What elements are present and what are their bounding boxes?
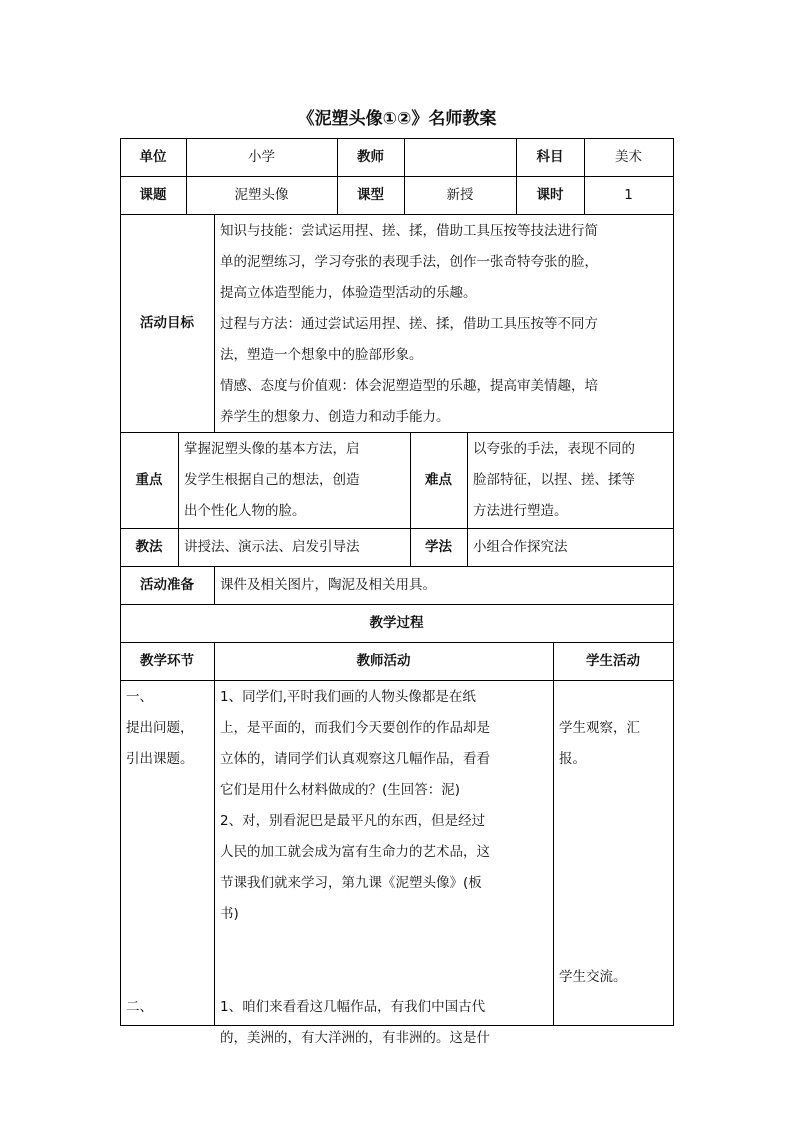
stage-line: 提出问题， <box>126 720 194 736</box>
type-label: 课型 <box>357 186 384 203</box>
goals-line: 养学生的想象力、创造力和动手能力。 <box>220 409 450 425</box>
key-point-line: 出个性化人物的脸。 <box>184 503 306 519</box>
prep-value: 课件及相关图片，陶泥及相关用具。 <box>220 577 436 593</box>
teaching-method-value: 讲授法、演示法、启发引导法 <box>184 539 360 555</box>
goals-line: 情感、态度与价值观：体会泥塑造型的乐趣，提高审美情趣，培 <box>220 378 598 394</box>
teacher-line: 立体的，请同学们认真观察这几幅作品，看看 <box>220 751 490 767</box>
teaching-method-label: 教法 <box>135 538 163 555</box>
teacher-label: 教师 <box>357 148 384 165</box>
stage-line: 一、 <box>126 689 153 705</box>
key-point-line: 掌握泥塑头像的基本方法，启 <box>184 441 360 457</box>
subject-label: 科目 <box>536 148 564 165</box>
col-header-teacher: 教师活动 <box>356 652 411 669</box>
teacher-activity <box>214 680 553 1054</box>
key-point-label: 重点 <box>135 471 163 488</box>
difficulty-text <box>467 432 673 528</box>
stage-line: 二、 <box>126 999 153 1015</box>
hours-value: 1 <box>624 186 633 203</box>
teacher-line: 上，是平面的，而我们今天要创作的作品却是 <box>220 720 490 736</box>
teacher-line: 人民的加工就会成为富有生命力的艺术品，这 <box>220 844 490 860</box>
goals-line: 提高立体造型能力，体验造型活动的乐趣。 <box>220 285 477 301</box>
goals-line: 单的泥塑练习，学习夸张的表现手法，创作一张奇特夸张的脸， <box>220 254 598 270</box>
col-header-student: 学生活动 <box>586 652 640 669</box>
process-title: 教学过程 <box>369 614 424 631</box>
type-value: 新授 <box>446 186 474 203</box>
teacher-line: 节课我们就来学习，第九课《泥塑头像》(板 <box>220 875 482 891</box>
hours-label: 课时 <box>536 186 564 203</box>
teacher-line <box>220 961 547 992</box>
goals-line: 过程与方法：通过尝试运用捏、搓、揉，借助工具压按等不同方 <box>220 316 598 332</box>
col-header-stage: 教学环节 <box>140 652 194 669</box>
unit-label: 单位 <box>139 148 167 165</box>
topic-value: 泥塑头像 <box>234 186 289 203</box>
teacher-line: 1、同学们,平时我们画的人物头像都是在纸 <box>220 689 476 705</box>
teacher-line: 2、对，别看泥巴是最平凡的东西，但是经过 <box>220 813 486 829</box>
document-title: 《泥塑头像①②》名师教案 <box>297 109 497 129</box>
student-activity-2 <box>553 962 673 993</box>
goals-line: 法，塑造一个想象中的脸部形象。 <box>220 347 423 363</box>
difficulty-label: 难点 <box>425 471 452 488</box>
teacher-line: 书) <box>220 906 239 922</box>
subject-value: 美术 <box>615 148 642 165</box>
key-point-line: 发学生根据自己的想法，创造 <box>184 472 360 488</box>
difficulty-line: 方法进行塑造。 <box>473 503 568 519</box>
unit-value: 小学 <box>248 148 275 165</box>
prep-label: 活动准备 <box>140 576 194 593</box>
teacher-line: 1、咱们来看看这几幅作品，有我们中国古代 <box>220 999 486 1015</box>
teacher-line: 的，美洲的，有大洋洲的，有非洲的。这是什 <box>220 1030 490 1046</box>
stage-1 <box>120 680 214 775</box>
key-point-text <box>178 432 410 528</box>
goals-label: 活动目标 <box>140 314 194 331</box>
teacher-value <box>404 138 516 176</box>
difficulty-line: 脸部特征，以捏、搓、揉等 <box>473 472 635 488</box>
topic-label: 课题 <box>139 186 167 203</box>
teacher-line: 它们是用什么材料做成的？(生回答：泥) <box>220 782 461 798</box>
difficulty-line: 以夸张的手法，表现不同的 <box>473 441 635 457</box>
goals-text <box>214 214 673 432</box>
teacher-line <box>220 930 547 961</box>
student-line: 报。 <box>559 751 586 767</box>
goals-line: 知识与技能：尝试运用捏、搓、揉，借助工具压按等技法进行简 <box>220 223 598 239</box>
stage-line: 引出课题。 <box>126 751 194 767</box>
stage-2 <box>120 992 214 1023</box>
student-line: 学生交流。 <box>559 969 627 985</box>
student-line: 学生观察，汇 <box>559 720 640 736</box>
student-activity-1 <box>553 713 673 775</box>
learning-method-label: 学法 <box>425 538 452 555</box>
learning-method-value: 小组合作探究法 <box>473 539 568 555</box>
